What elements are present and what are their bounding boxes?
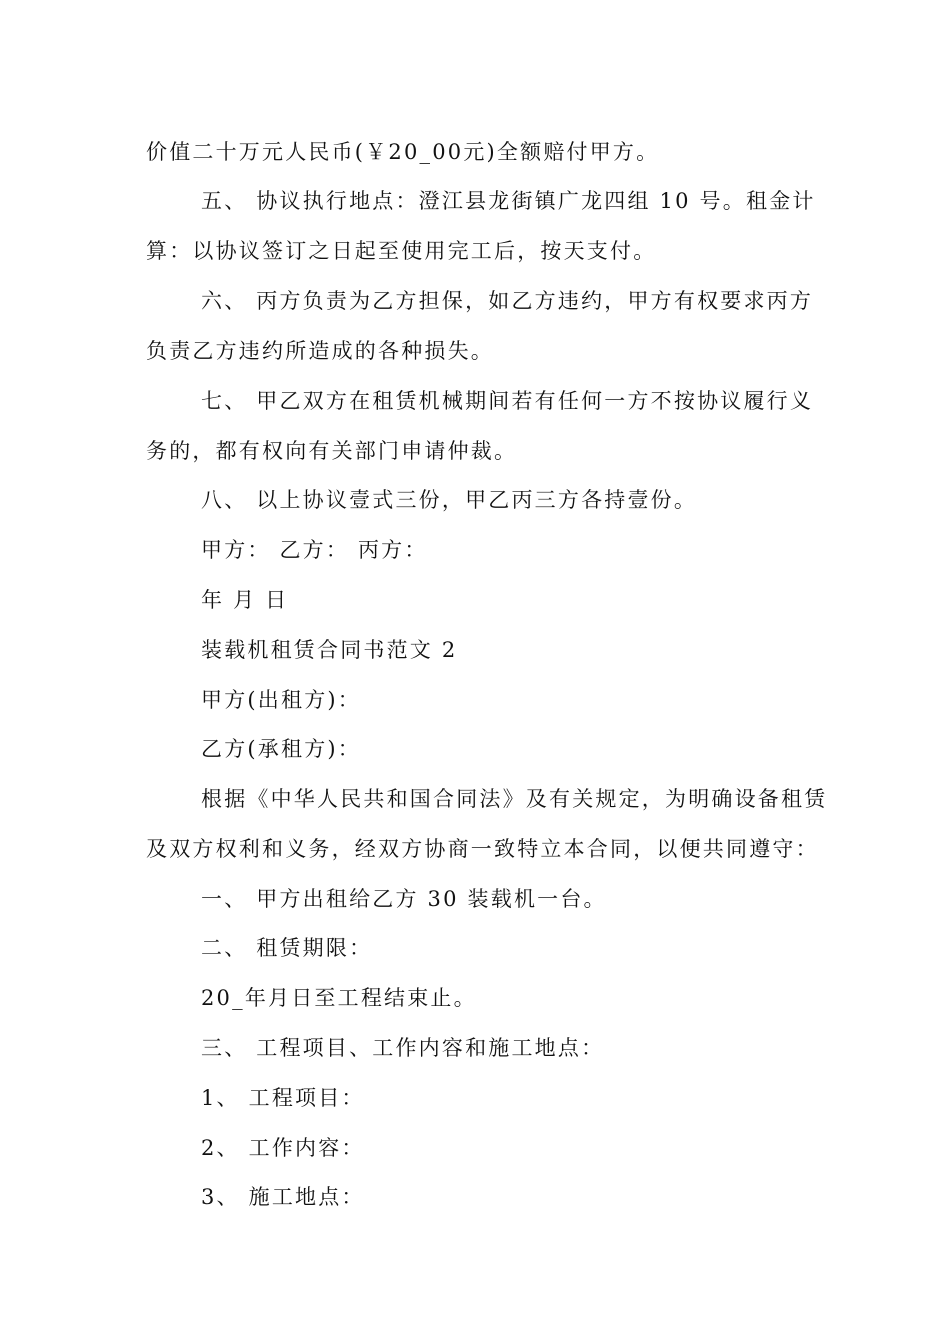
paragraph-line: 五、 协议执行地点：澄江县龙街镇广龙四组 10 号。租金计 <box>201 189 816 213</box>
section-title: 装载机租赁合同书范文 2 <box>201 638 458 662</box>
party-a-line: 甲方(出租方)： <box>201 688 361 712</box>
party-b-line: 乙方(承租方)： <box>201 737 361 761</box>
signature-line: 甲方： 乙方： 丙方： <box>201 538 428 562</box>
paragraph-line: 及双方权利和义务，经双方协商一致特立本合同，以便共同遵守： <box>146 837 819 861</box>
paragraph-line: 务的，都有权向有关部门申请仲裁。 <box>146 439 518 463</box>
clause-line: 二、 租赁期限： <box>201 936 373 960</box>
date-line: 年 月 日 <box>201 588 289 612</box>
clause-line: 20_年月日至工程结束止。 <box>201 986 477 1010</box>
sub-item-line: 1、 工程项目： <box>201 1086 365 1110</box>
paragraph-line: 六、 丙方负责为乙方担保，如乙方违约，甲方有权要求丙方 <box>201 289 814 313</box>
paragraph-line: 根据《中华人民共和国合同法》及有关规定，为明确设备租赁 <box>201 787 828 811</box>
sub-item-line: 2、 工作内容： <box>201 1136 365 1160</box>
paragraph-line: 八、 以上协议壹式三份，甲乙丙三方各持壹份。 <box>201 488 698 512</box>
paragraph-line: 价值二十万元人民币(￥20_00元)全额赔付甲方。 <box>146 140 660 164</box>
clause-line: 三、 工程项目、工作内容和施工地点： <box>201 1036 605 1060</box>
paragraph-line: 算：以协议签订之日起至使用完工后，按天支付。 <box>146 239 657 263</box>
paragraph-line: 负责乙方违约所造成的各种损失。 <box>146 339 494 363</box>
clause-line: 一、 甲方出租给乙方 30 装载机一台。 <box>201 887 607 911</box>
paragraph-line: 七、 甲乙双方在租赁机械期间若有任何一方不按协议履行义 <box>201 389 814 413</box>
sub-item-line: 3、 施工地点： <box>201 1185 365 1209</box>
